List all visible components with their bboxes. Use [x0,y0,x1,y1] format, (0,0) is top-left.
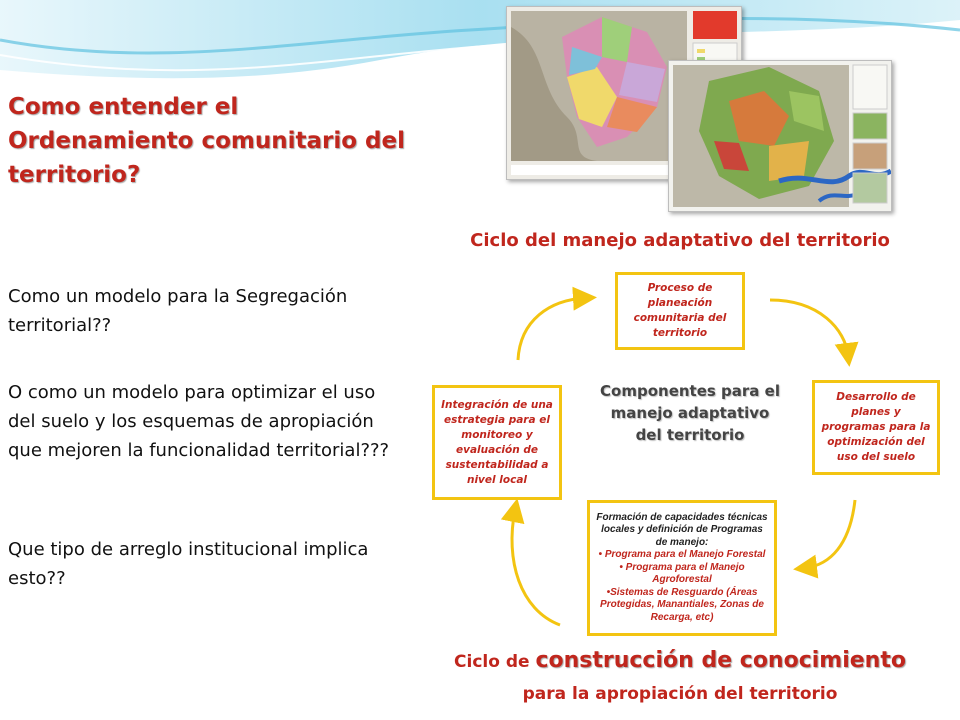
cycle-title: Ciclo del manejo adaptativo del territorio [470,230,890,251]
question-optimization: O como un modelo para optimizar el uso del suelo y los esquemas de apropiación que mejoren la funcionalidad territorial??? [8,382,390,461]
cycle-box-monitoring: Integración de una estrategia para el monitoreo y evaluación de sustentabilidad a nivel local [432,385,562,500]
capacity-item-resguardo: •Sistemas de Resguardo (Áreas Protegidas, Manantiales, Zonas de Recarga, etc) [600,586,764,623]
cycle-box-development: Desarrollo de planes y programas para la optimización del uso del suelo [812,380,940,475]
capacity-item-agroforestal: • Programa para el Manejo Agroforestal [619,561,745,586]
footer-line-1 [420,648,940,673]
cycle-center-label: Componentes para el manejo adaptativo del territorio [600,382,780,444]
question-institutional: Que tipo de arreglo institucional implica esto?? [8,539,369,589]
slide-title: Como entender el Ordenamiento comunitario del territorio? [8,94,406,188]
question-segregation: Como un modelo para la Segregación territorial?? [8,286,348,336]
cycle-box-capacity [587,500,777,636]
capacity-item-forestal: • Programa para el Manejo Forestal [598,549,766,561]
footer-prefix: Ciclo de [454,652,536,672]
capacity-heading: Formación de capacidades técnicas locales y definición de Programas de manejo: [596,511,768,548]
cycle-box-planning: Proceso de planeación comunitaria del territorio [615,272,745,350]
footer-emphasis: construcción de conocimiento [535,648,906,673]
footer-line-2: para la apropiación del territorio [522,684,838,704]
